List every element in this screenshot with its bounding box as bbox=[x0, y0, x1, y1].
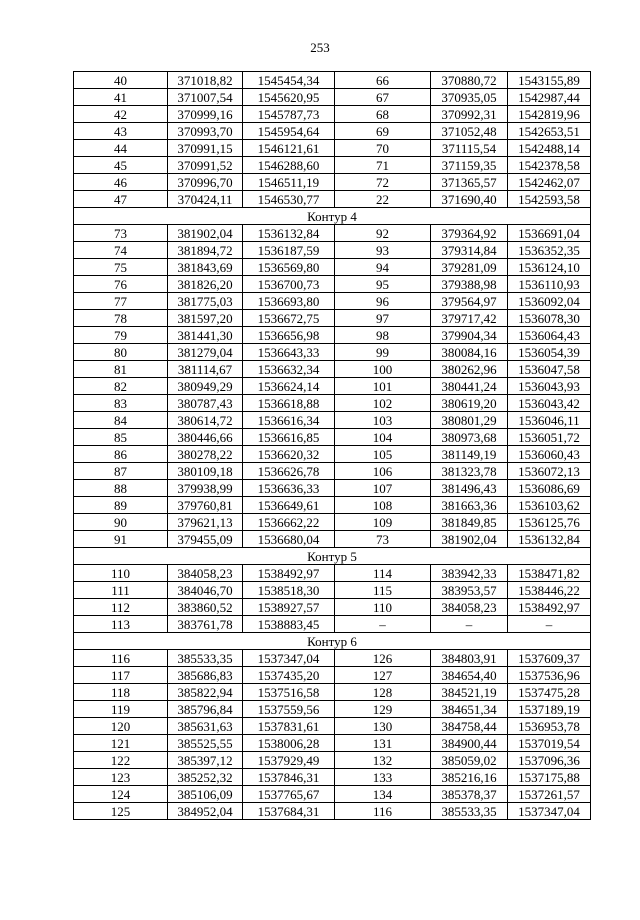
x-coordinate-cell: 371052,48 bbox=[431, 123, 508, 140]
x-coordinate-cell: 379388,98 bbox=[431, 276, 508, 293]
x-coordinate-cell: 385378,37 bbox=[431, 786, 508, 803]
x-coordinate-cell: 370991,15 bbox=[168, 140, 243, 157]
y-coordinate-cell: 1536054,39 bbox=[508, 344, 591, 361]
x-coordinate-cell: 371115,54 bbox=[431, 140, 508, 157]
y-coordinate-cell: 1546530,77 bbox=[243, 191, 335, 208]
table-row bbox=[74, 242, 591, 259]
y-coordinate-cell: 1536636,33 bbox=[243, 480, 335, 497]
table-row bbox=[74, 582, 591, 599]
x-coordinate-cell: 384651,34 bbox=[431, 701, 508, 718]
x-coordinate-cell: 384654,40 bbox=[431, 667, 508, 684]
y-coordinate-cell: 1536086,69 bbox=[508, 480, 591, 497]
x-coordinate-cell: 379938,99 bbox=[168, 480, 243, 497]
section-header-row bbox=[74, 208, 591, 225]
point-number-cell: 45 bbox=[74, 157, 168, 174]
y-coordinate-cell: 1536693,80 bbox=[243, 293, 335, 310]
x-coordinate-cell: 380801,29 bbox=[431, 412, 508, 429]
x-coordinate-cell: 383942,33 bbox=[431, 565, 508, 582]
point-number-cell: 92 bbox=[335, 225, 431, 242]
point-number-cell: 98 bbox=[335, 327, 431, 344]
y-coordinate-cell: 1545620,95 bbox=[243, 89, 335, 106]
y-coordinate-cell: 1537347,04 bbox=[508, 803, 591, 820]
x-coordinate-cell: 379364,92 bbox=[431, 225, 508, 242]
table-row bbox=[74, 769, 591, 786]
table-row bbox=[74, 378, 591, 395]
point-number-cell: 84 bbox=[74, 412, 168, 429]
x-coordinate-cell: 384058,23 bbox=[168, 565, 243, 582]
table-row bbox=[74, 463, 591, 480]
x-coordinate-cell: 385216,16 bbox=[431, 769, 508, 786]
x-coordinate-cell: 381826,20 bbox=[168, 276, 243, 293]
point-number-cell: 110 bbox=[74, 565, 168, 582]
x-coordinate-cell: 381441,30 bbox=[168, 327, 243, 344]
x-coordinate-cell: 380949,29 bbox=[168, 378, 243, 395]
x-coordinate-cell: 379564,97 bbox=[431, 293, 508, 310]
point-number-cell: 130 bbox=[335, 718, 431, 735]
point-number-cell: 106 bbox=[335, 463, 431, 480]
y-coordinate-cell: 1537347,04 bbox=[243, 650, 335, 667]
x-coordinate-cell: 385631,63 bbox=[168, 718, 243, 735]
table-row bbox=[74, 514, 591, 531]
x-coordinate-cell: 370999,16 bbox=[168, 106, 243, 123]
y-coordinate-cell: 1536632,34 bbox=[243, 361, 335, 378]
table-row bbox=[74, 395, 591, 412]
x-coordinate-cell: 383860,52 bbox=[168, 599, 243, 616]
table-row bbox=[74, 89, 591, 106]
y-coordinate-cell: 1536078,30 bbox=[508, 310, 591, 327]
x-coordinate-cell: 381149,19 bbox=[431, 446, 508, 463]
point-number-cell: 102 bbox=[335, 395, 431, 412]
table-row bbox=[74, 106, 591, 123]
y-coordinate-cell: 1538883,45 bbox=[243, 616, 335, 633]
y-coordinate-cell: 1536691,04 bbox=[508, 225, 591, 242]
x-coordinate-cell: 371690,40 bbox=[431, 191, 508, 208]
point-number-cell: 107 bbox=[335, 480, 431, 497]
point-number-cell: 96 bbox=[335, 293, 431, 310]
y-coordinate-cell: 1537019,54 bbox=[508, 735, 591, 752]
point-number-cell: 128 bbox=[335, 684, 431, 701]
table-row bbox=[74, 140, 591, 157]
point-number-cell: 124 bbox=[74, 786, 168, 803]
y-coordinate-cell: 1546511,19 bbox=[243, 174, 335, 191]
y-coordinate-cell: 1537609,37 bbox=[508, 650, 591, 667]
y-coordinate-cell: 1537261,57 bbox=[508, 786, 591, 803]
y-coordinate-cell: 1536072,13 bbox=[508, 463, 591, 480]
x-coordinate-cell: 385525,55 bbox=[168, 735, 243, 752]
x-coordinate-cell: 370935,05 bbox=[431, 89, 508, 106]
y-coordinate-cell: 1537516,58 bbox=[243, 684, 335, 701]
section-title: Контур 6 bbox=[74, 633, 591, 650]
x-coordinate-cell: 370996,70 bbox=[168, 174, 243, 191]
table-row bbox=[74, 480, 591, 497]
x-coordinate-cell: 383761,78 bbox=[168, 616, 243, 633]
table-row bbox=[74, 497, 591, 514]
point-number-cell: 111 bbox=[74, 582, 168, 599]
x-coordinate-cell: 371007,54 bbox=[168, 89, 243, 106]
y-coordinate-cell: 1536187,59 bbox=[243, 242, 335, 259]
table-row bbox=[74, 667, 591, 684]
x-coordinate-cell: 385397,12 bbox=[168, 752, 243, 769]
point-number-cell: 109 bbox=[335, 514, 431, 531]
x-coordinate-cell: 383953,57 bbox=[431, 582, 508, 599]
point-number-cell: 125 bbox=[74, 803, 168, 820]
point-number-cell: 116 bbox=[74, 650, 168, 667]
y-coordinate-cell: 1546288,60 bbox=[243, 157, 335, 174]
point-number-cell: 81 bbox=[74, 361, 168, 378]
y-coordinate-cell: 1537475,28 bbox=[508, 684, 591, 701]
y-coordinate-cell: 1536060,43 bbox=[508, 446, 591, 463]
x-coordinate-cell: 384803,91 bbox=[431, 650, 508, 667]
section-header-row bbox=[74, 548, 591, 565]
x-coordinate-cell: 381849,85 bbox=[431, 514, 508, 531]
x-coordinate-cell: 380614,72 bbox=[168, 412, 243, 429]
x-coordinate-cell: 381496,43 bbox=[431, 480, 508, 497]
x-coordinate-cell: 385059,02 bbox=[431, 752, 508, 769]
y-coordinate-cell: 1537435,20 bbox=[243, 667, 335, 684]
point-number-cell: 73 bbox=[335, 531, 431, 548]
table-row bbox=[74, 327, 591, 344]
y-coordinate-cell: 1536656,98 bbox=[243, 327, 335, 344]
point-number-cell: 99 bbox=[335, 344, 431, 361]
y-coordinate-cell: 1536616,85 bbox=[243, 429, 335, 446]
table-row bbox=[74, 225, 591, 242]
y-coordinate-cell: 1538492,97 bbox=[243, 565, 335, 582]
x-coordinate-cell: 380084,16 bbox=[431, 344, 508, 361]
x-coordinate-cell: 381902,04 bbox=[168, 225, 243, 242]
y-coordinate-cell: 1536132,84 bbox=[508, 531, 591, 548]
y-coordinate-cell: 1536624,14 bbox=[243, 378, 335, 395]
x-coordinate-cell: 380278,22 bbox=[168, 446, 243, 463]
point-number-cell: 77 bbox=[74, 293, 168, 310]
point-number-cell: – bbox=[335, 616, 431, 633]
point-number-cell: 105 bbox=[335, 446, 431, 463]
table-row bbox=[74, 718, 591, 735]
y-coordinate-cell: 1536132,84 bbox=[243, 225, 335, 242]
point-number-cell: 101 bbox=[335, 378, 431, 395]
x-coordinate-cell: 371159,35 bbox=[431, 157, 508, 174]
y-coordinate-cell: 1546121,61 bbox=[243, 140, 335, 157]
y-coordinate-cell: 1536043,93 bbox=[508, 378, 591, 395]
table-row bbox=[74, 361, 591, 378]
x-coordinate-cell: – bbox=[431, 616, 508, 633]
point-number-cell: 91 bbox=[74, 531, 168, 548]
point-number-cell: 95 bbox=[335, 276, 431, 293]
y-coordinate-cell: 1536103,62 bbox=[508, 497, 591, 514]
y-coordinate-cell: 1536626,78 bbox=[243, 463, 335, 480]
x-coordinate-cell: 380109,18 bbox=[168, 463, 243, 480]
point-number-cell: 131 bbox=[335, 735, 431, 752]
point-number-cell: 129 bbox=[335, 701, 431, 718]
table-row bbox=[74, 429, 591, 446]
x-coordinate-cell: 379760,81 bbox=[168, 497, 243, 514]
y-coordinate-cell: 1542488,14 bbox=[508, 140, 591, 157]
x-coordinate-cell: 384900,44 bbox=[431, 735, 508, 752]
point-number-cell: 75 bbox=[74, 259, 168, 276]
table-row bbox=[74, 123, 591, 140]
table-row bbox=[74, 259, 591, 276]
x-coordinate-cell: 385106,09 bbox=[168, 786, 243, 803]
y-coordinate-cell: 1536092,04 bbox=[508, 293, 591, 310]
table-row bbox=[74, 276, 591, 293]
x-coordinate-cell: 379314,84 bbox=[431, 242, 508, 259]
x-coordinate-cell: 380619,20 bbox=[431, 395, 508, 412]
point-number-cell: 87 bbox=[74, 463, 168, 480]
table-row bbox=[74, 174, 591, 191]
point-number-cell: 76 bbox=[74, 276, 168, 293]
point-number-cell: 100 bbox=[335, 361, 431, 378]
point-number-cell: 121 bbox=[74, 735, 168, 752]
point-number-cell: 122 bbox=[74, 752, 168, 769]
point-number-cell: 104 bbox=[335, 429, 431, 446]
table-row bbox=[74, 72, 591, 89]
table-row bbox=[74, 293, 591, 310]
y-coordinate-cell: 1536124,10 bbox=[508, 259, 591, 276]
point-number-cell: 80 bbox=[74, 344, 168, 361]
table-row bbox=[74, 786, 591, 803]
y-coordinate-cell: 1542593,58 bbox=[508, 191, 591, 208]
point-number-cell: 94 bbox=[335, 259, 431, 276]
x-coordinate-cell: 381902,04 bbox=[431, 531, 508, 548]
y-coordinate-cell: 1537684,31 bbox=[243, 803, 335, 820]
table-row bbox=[74, 565, 591, 582]
x-coordinate-cell: 385796,84 bbox=[168, 701, 243, 718]
point-number-cell: 66 bbox=[335, 72, 431, 89]
point-number-cell: 47 bbox=[74, 191, 168, 208]
x-coordinate-cell: 379904,34 bbox=[431, 327, 508, 344]
y-coordinate-cell: 1536643,33 bbox=[243, 344, 335, 361]
y-coordinate-cell: 1537175,88 bbox=[508, 769, 591, 786]
y-coordinate-cell: 1538518,30 bbox=[243, 582, 335, 599]
point-number-cell: 134 bbox=[335, 786, 431, 803]
y-coordinate-cell: 1543155,89 bbox=[508, 72, 591, 89]
y-coordinate-cell: 1538006,28 bbox=[243, 735, 335, 752]
point-number-cell: 42 bbox=[74, 106, 168, 123]
point-number-cell: 69 bbox=[335, 123, 431, 140]
y-coordinate-cell: 1536618,88 bbox=[243, 395, 335, 412]
point-number-cell: 133 bbox=[335, 769, 431, 786]
section-header-row bbox=[74, 633, 591, 650]
y-coordinate-cell: 1542462,07 bbox=[508, 174, 591, 191]
x-coordinate-cell: 379717,42 bbox=[431, 310, 508, 327]
y-coordinate-cell: 1536649,61 bbox=[243, 497, 335, 514]
x-coordinate-cell: 379281,09 bbox=[431, 259, 508, 276]
x-coordinate-cell: 380787,43 bbox=[168, 395, 243, 412]
y-coordinate-cell: 1538927,57 bbox=[243, 599, 335, 616]
x-coordinate-cell: 370992,31 bbox=[431, 106, 508, 123]
y-coordinate-cell: 1536043,42 bbox=[508, 395, 591, 412]
y-coordinate-cell: 1536051,72 bbox=[508, 429, 591, 446]
point-number-cell: 70 bbox=[335, 140, 431, 157]
point-number-cell: 86 bbox=[74, 446, 168, 463]
page-number: 253 bbox=[310, 40, 330, 55]
y-coordinate-cell: 1536047,58 bbox=[508, 361, 591, 378]
x-coordinate-cell: 370880,72 bbox=[431, 72, 508, 89]
table-row bbox=[74, 650, 591, 667]
point-number-cell: 127 bbox=[335, 667, 431, 684]
y-coordinate-cell: 1536680,04 bbox=[243, 531, 335, 548]
coordinates-table bbox=[73, 71, 591, 820]
point-number-cell: 103 bbox=[335, 412, 431, 429]
x-coordinate-cell: 385533,35 bbox=[431, 803, 508, 820]
point-number-cell: 110 bbox=[335, 599, 431, 616]
y-coordinate-cell: 1536953,78 bbox=[508, 718, 591, 735]
y-coordinate-cell: 1545787,73 bbox=[243, 106, 335, 123]
table-row bbox=[74, 191, 591, 208]
y-coordinate-cell: 1536672,75 bbox=[243, 310, 335, 327]
y-coordinate-cell: 1536662,22 bbox=[243, 514, 335, 531]
y-coordinate-cell: 1537189,19 bbox=[508, 701, 591, 718]
table-row bbox=[74, 157, 591, 174]
x-coordinate-cell: 381775,03 bbox=[168, 293, 243, 310]
point-number-cell: 114 bbox=[335, 565, 431, 582]
point-number-cell: 44 bbox=[74, 140, 168, 157]
point-number-cell: 43 bbox=[74, 123, 168, 140]
x-coordinate-cell: 370991,52 bbox=[168, 157, 243, 174]
table-row bbox=[74, 344, 591, 361]
x-coordinate-cell: 370993,70 bbox=[168, 123, 243, 140]
x-coordinate-cell: 381894,72 bbox=[168, 242, 243, 259]
y-coordinate-cell: – bbox=[508, 616, 591, 633]
x-coordinate-cell: 381323,78 bbox=[431, 463, 508, 480]
y-coordinate-cell: 1536352,35 bbox=[508, 242, 591, 259]
y-coordinate-cell: 1545954,64 bbox=[243, 123, 335, 140]
point-number-cell: 116 bbox=[335, 803, 431, 820]
x-coordinate-cell: 381279,04 bbox=[168, 344, 243, 361]
section-title: Контур 4 bbox=[74, 208, 591, 225]
x-coordinate-cell: 380262,96 bbox=[431, 361, 508, 378]
point-number-cell: 112 bbox=[74, 599, 168, 616]
point-number-cell: 78 bbox=[74, 310, 168, 327]
x-coordinate-cell: 384046,70 bbox=[168, 582, 243, 599]
x-coordinate-cell: 381114,67 bbox=[168, 361, 243, 378]
point-number-cell: 83 bbox=[74, 395, 168, 412]
x-coordinate-cell: 380973,68 bbox=[431, 429, 508, 446]
x-coordinate-cell: 371365,57 bbox=[431, 174, 508, 191]
point-number-cell: 72 bbox=[335, 174, 431, 191]
x-coordinate-cell: 370424,11 bbox=[168, 191, 243, 208]
x-coordinate-cell: 381843,69 bbox=[168, 259, 243, 276]
table-row bbox=[74, 616, 591, 633]
table-row bbox=[74, 803, 591, 820]
point-number-cell: 68 bbox=[335, 106, 431, 123]
point-number-cell: 67 bbox=[335, 89, 431, 106]
x-coordinate-cell: 385822,94 bbox=[168, 684, 243, 701]
y-coordinate-cell: 1536046,11 bbox=[508, 412, 591, 429]
y-coordinate-cell: 1537559,56 bbox=[243, 701, 335, 718]
point-number-cell: 71 bbox=[335, 157, 431, 174]
y-coordinate-cell: 1542378,58 bbox=[508, 157, 591, 174]
point-number-cell: 97 bbox=[335, 310, 431, 327]
table-row bbox=[74, 446, 591, 463]
y-coordinate-cell: 1545454,34 bbox=[243, 72, 335, 89]
point-number-cell: 119 bbox=[74, 701, 168, 718]
x-coordinate-cell: 371018,82 bbox=[168, 72, 243, 89]
y-coordinate-cell: 1536700,73 bbox=[243, 276, 335, 293]
x-coordinate-cell: 385533,35 bbox=[168, 650, 243, 667]
y-coordinate-cell: 1542653,51 bbox=[508, 123, 591, 140]
point-number-cell: 93 bbox=[335, 242, 431, 259]
y-coordinate-cell: 1537929,49 bbox=[243, 752, 335, 769]
y-coordinate-cell: 1536110,93 bbox=[508, 276, 591, 293]
y-coordinate-cell: 1537096,36 bbox=[508, 752, 591, 769]
x-coordinate-cell: 380446,66 bbox=[168, 429, 243, 446]
x-coordinate-cell: 384521,19 bbox=[431, 684, 508, 701]
x-coordinate-cell: 380441,24 bbox=[431, 378, 508, 395]
point-number-cell: 126 bbox=[335, 650, 431, 667]
point-number-cell: 41 bbox=[74, 89, 168, 106]
table-row bbox=[74, 684, 591, 701]
point-number-cell: 74 bbox=[74, 242, 168, 259]
point-number-cell: 79 bbox=[74, 327, 168, 344]
x-coordinate-cell: 379621,13 bbox=[168, 514, 243, 531]
point-number-cell: 85 bbox=[74, 429, 168, 446]
y-coordinate-cell: 1536616,34 bbox=[243, 412, 335, 429]
y-coordinate-cell: 1538471,82 bbox=[508, 565, 591, 582]
y-coordinate-cell: 1537846,31 bbox=[243, 769, 335, 786]
table-row bbox=[74, 701, 591, 718]
y-coordinate-cell: 1538446,22 bbox=[508, 582, 591, 599]
x-coordinate-cell: 381663,36 bbox=[431, 497, 508, 514]
point-number-cell: 89 bbox=[74, 497, 168, 514]
point-number-cell: 123 bbox=[74, 769, 168, 786]
y-coordinate-cell: 1536064,43 bbox=[508, 327, 591, 344]
x-coordinate-cell: 385686,83 bbox=[168, 667, 243, 684]
table-row bbox=[74, 412, 591, 429]
y-coordinate-cell: 1542987,44 bbox=[508, 89, 591, 106]
point-number-cell: 120 bbox=[74, 718, 168, 735]
y-coordinate-cell: 1536125,76 bbox=[508, 514, 591, 531]
x-coordinate-cell: 384058,23 bbox=[431, 599, 508, 616]
point-number-cell: 88 bbox=[74, 480, 168, 497]
table-row bbox=[74, 735, 591, 752]
y-coordinate-cell: 1537536,96 bbox=[508, 667, 591, 684]
y-coordinate-cell: 1536569,80 bbox=[243, 259, 335, 276]
y-coordinate-cell: 1537765,67 bbox=[243, 786, 335, 803]
point-number-cell: 22 bbox=[335, 191, 431, 208]
point-number-cell: 108 bbox=[335, 497, 431, 514]
y-coordinate-cell: 1542819,96 bbox=[508, 106, 591, 123]
point-number-cell: 132 bbox=[335, 752, 431, 769]
y-coordinate-cell: 1538492,97 bbox=[508, 599, 591, 616]
point-number-cell: 82 bbox=[74, 378, 168, 395]
table-row bbox=[74, 310, 591, 327]
table-row bbox=[74, 752, 591, 769]
point-number-cell: 73 bbox=[74, 225, 168, 242]
point-number-cell: 46 bbox=[74, 174, 168, 191]
y-coordinate-cell: 1536620,32 bbox=[243, 446, 335, 463]
y-coordinate-cell: 1537831,61 bbox=[243, 718, 335, 735]
x-coordinate-cell: 385252,32 bbox=[168, 769, 243, 786]
point-number-cell: 115 bbox=[335, 582, 431, 599]
x-coordinate-cell: 379455,09 bbox=[168, 531, 243, 548]
table-row bbox=[74, 531, 591, 548]
point-number-cell: 40 bbox=[74, 72, 168, 89]
point-number-cell: 117 bbox=[74, 667, 168, 684]
point-number-cell: 113 bbox=[74, 616, 168, 633]
section-title: Контур 5 bbox=[74, 548, 591, 565]
x-coordinate-cell: 384758,44 bbox=[431, 718, 508, 735]
point-number-cell: 118 bbox=[74, 684, 168, 701]
point-number-cell: 90 bbox=[74, 514, 168, 531]
x-coordinate-cell: 384952,04 bbox=[168, 803, 243, 820]
x-coordinate-cell: 381597,20 bbox=[168, 310, 243, 327]
table-row bbox=[74, 599, 591, 616]
